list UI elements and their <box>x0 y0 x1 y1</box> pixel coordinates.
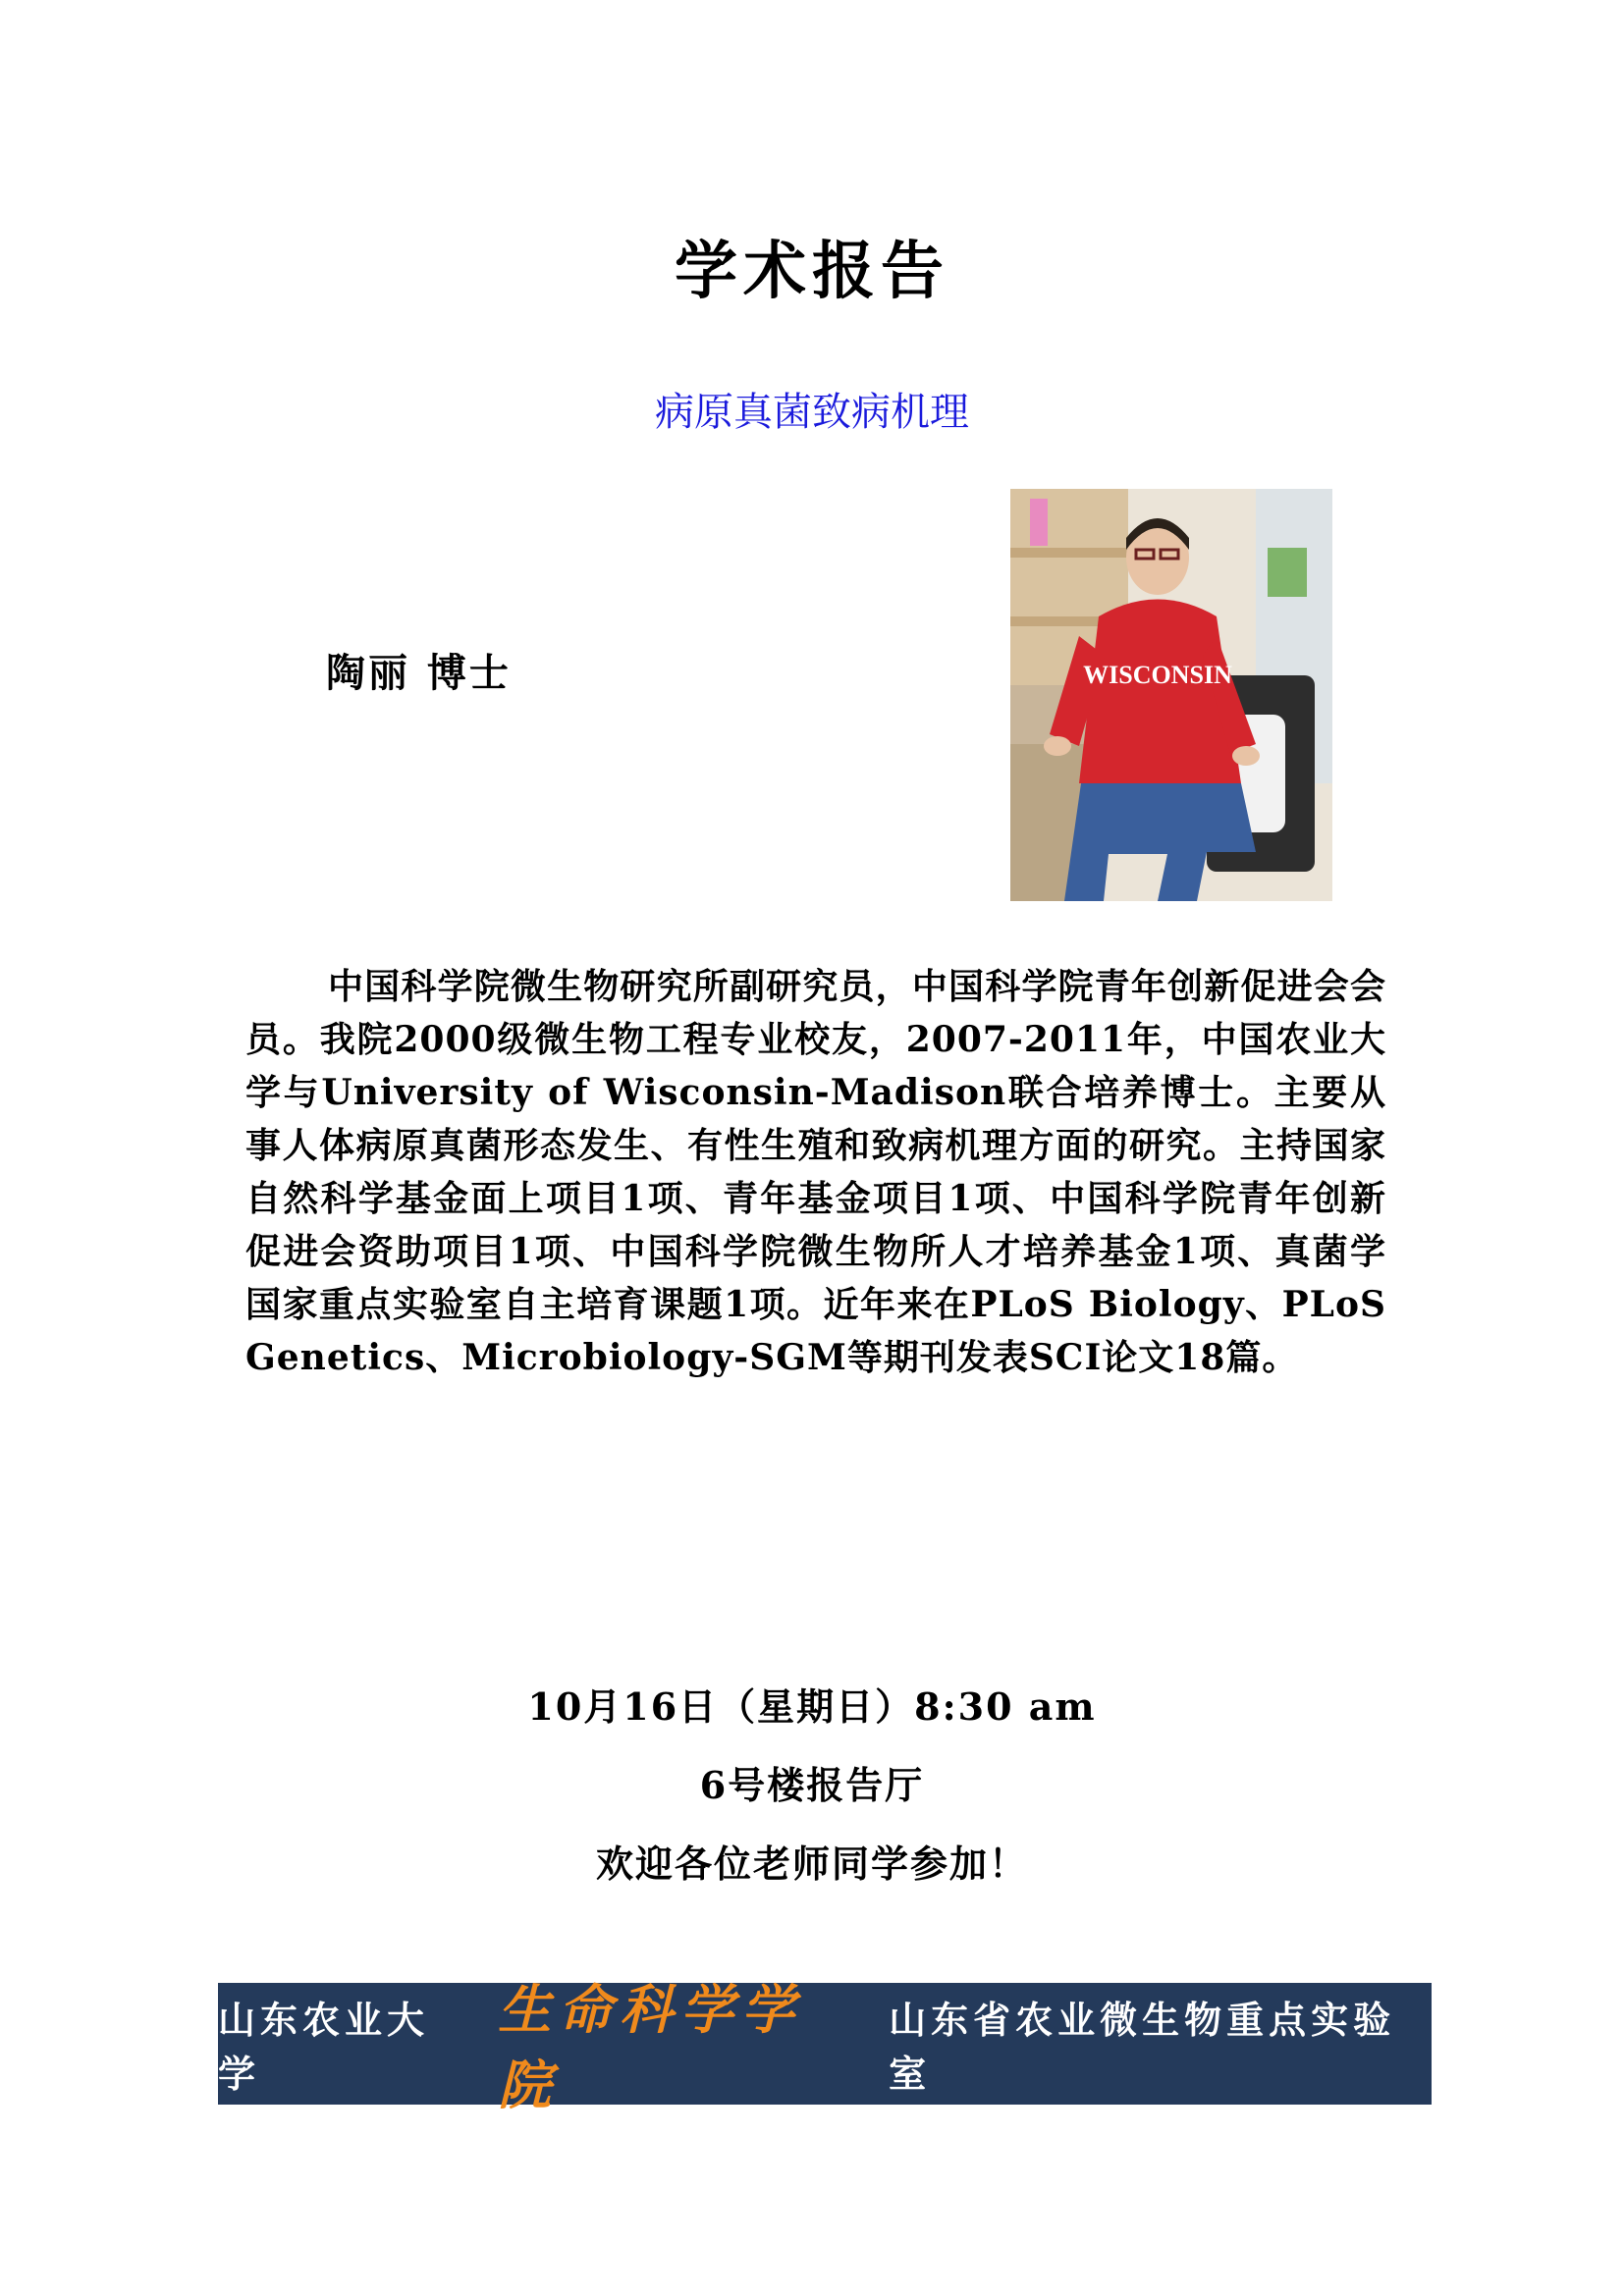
footer-banner <box>218 1978 1432 2116</box>
speaker-bio: 中国科学院微生物研究所副研究员，中国科学院青年创新促进会会员。我院2000级微生物工程专业校友，2007-2011年，中国农业大学与University of Wisconsin-Madison联合培养博士。主要从事人体病原真菌形态发生、有性生殖和致病机理方面的研究。主持国家自然科学基金面上项目1项、青年基金项目1项、中国科学院青年创新促进会资助项目1项、中国科学院微生物所人才培养基金1项、真菌学国家重点实验室自主培育课题1项。近年来在PLoS Biology、PLoS Genetics、Microbiology-SGM等期刊发表SCI论文18篇。 <box>245 966 1386 1378</box>
banner-lab: 山东省农业微生物重点实验室 <box>889 1998 1396 2096</box>
shirt-text: WISCONSIN <box>1083 661 1232 689</box>
welcome-text: 欢迎各位老师同学参加！ <box>595 1842 1028 1886</box>
banner-college: 生命科学学院 <box>498 1978 803 2116</box>
page-title: 学术报告 <box>675 235 949 308</box>
speaker-photo <box>1010 489 1332 901</box>
banner-university: 山东农业大学 <box>218 1998 430 2096</box>
speaker-name: 陶丽 博士 <box>326 650 512 696</box>
report-venue: 6号楼报告厅 <box>699 1763 925 1807</box>
report-time: 10月16日（星期日）8:30 am <box>527 1684 1097 1729</box>
report-topic: 病原真菌致病机理 <box>655 390 969 435</box>
